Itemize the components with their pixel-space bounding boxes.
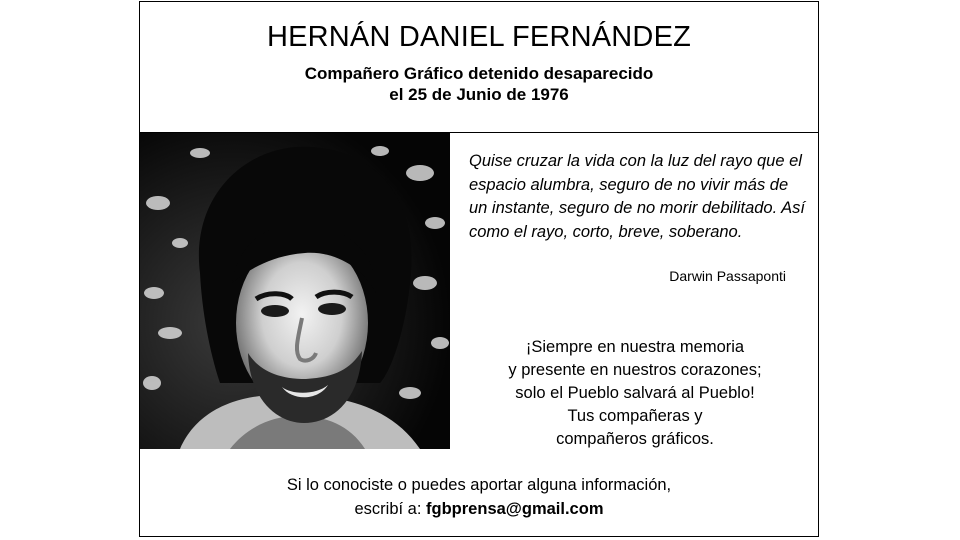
memory-line-1: ¡Siempre en nuestra memoria [525,338,745,356]
quote-author: Darwin Passaponti [669,268,786,284]
quote-text: Quise cruzar la vida con la luz del rayo que el espacio alumbra, seguro de no vivir más de un instante, seguro de no morir debilitado. Así como el rayo, corto, breve, soberano. [469,152,806,241]
memory-line-2: y presente en nuestros corazones; [508,361,762,379]
memory-message [470,336,800,451]
subtitle [140,63,818,105]
contact-email[interactable]: fgbprensa@gmail.com [426,500,604,518]
portrait-photo [140,133,450,449]
person-name: HERNÁN DANIEL FERNÁNDEZ [266,21,692,53]
header [140,2,818,133]
contact-info [140,473,818,521]
portrait-photo-icon [140,133,450,449]
contact-prefix: escribí a: [354,500,422,518]
subtitle-line-1: Compañero Gráfico detenido desaparecido [304,64,654,83]
memory-line-5: compañeros gráficos. [556,430,714,448]
contact-line-1: Si lo conociste o puedes aportar alguna información, [286,476,672,494]
memory-line-4: Tus compañeras y [567,407,703,425]
contact-line-2 [140,497,818,521]
memorial-card [139,1,819,537]
subtitle-line-2: el 25 de Junio de 1976 [389,85,569,104]
memory-line-3: solo el Pueblo salvará al Pueblo! [515,384,755,402]
